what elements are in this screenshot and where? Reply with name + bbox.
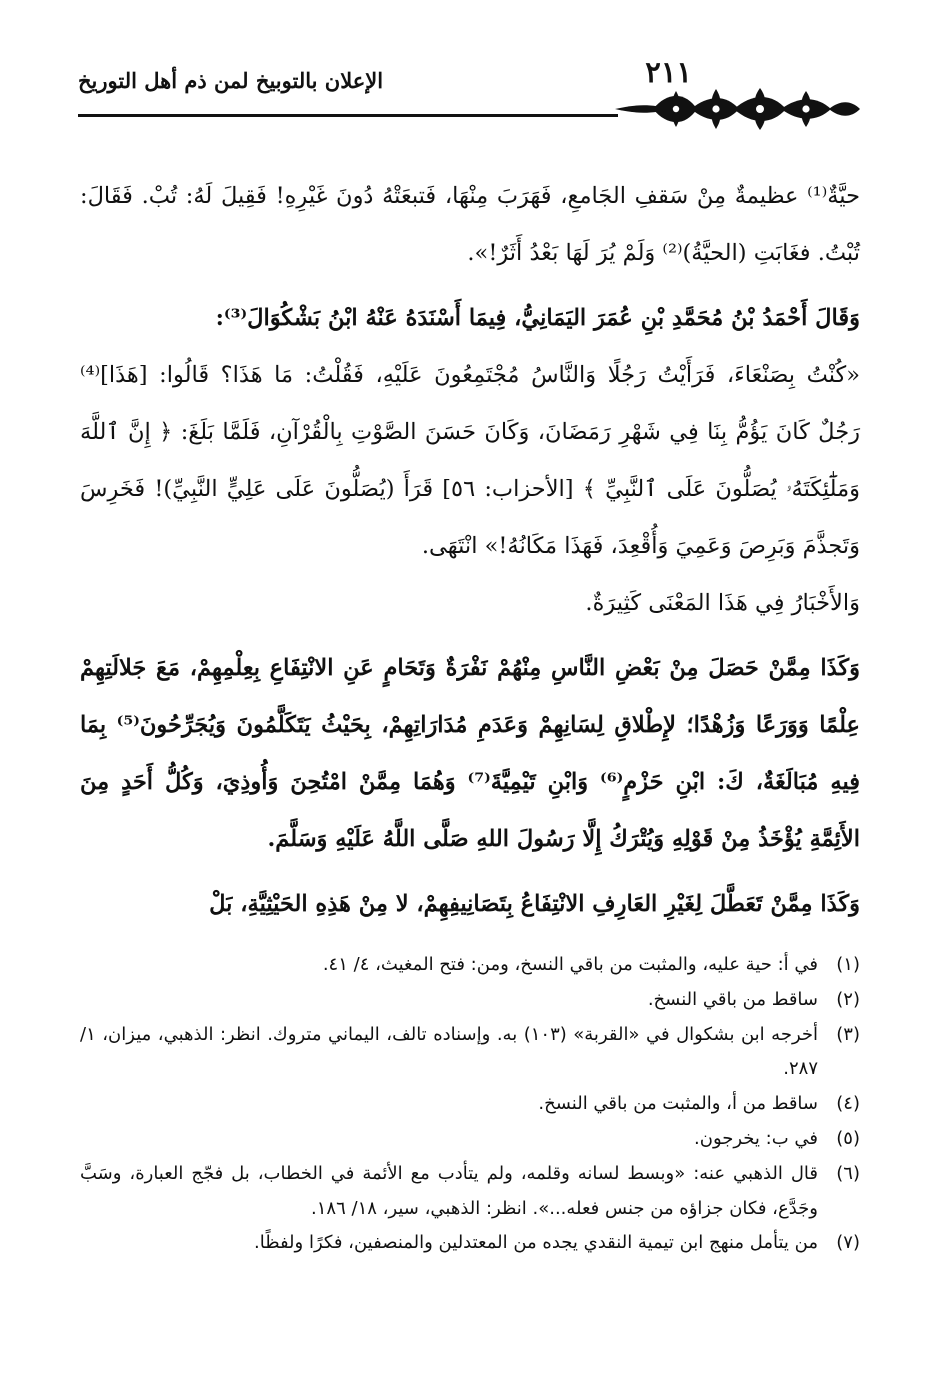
footnote-5	[80, 1122, 860, 1157]
paragraph-spacer	[80, 868, 860, 876]
running-title: الإعلان بالتوبيخ لمن ذم أهل التوريخ	[78, 68, 384, 93]
paragraph-spacer	[80, 632, 860, 640]
footnote-1	[80, 948, 860, 983]
yemeni-narration-heading: وَقَالَ أَحْمَدُ بْنُ مُحَمَّدِ بْنِ عُمَرَ اليَمَانِيُّ، فِيمَا أَسْنَدَهُ عَنْهُ ابْنُ بَشْكُوَالَ⁽³⁾:	[215, 305, 860, 331]
floral-ornament-icon	[615, 86, 860, 132]
sanaa-narration: «كُنْتُ بِصَنْعَاءَ، فَرَأَيْتُ رَجُلًا وَالنَّاسُ مُجْتَمِعُونَ عَلَيْهِ، فَقُلْتُ: مَا هَذَا؟ قَالُوا: [هَذَا]⁽⁴⁾ رَجُلٌ كَانَ يَؤُمُّ بِنَا فِي شَهْرِ رَمَضَانَ، وَكَانَ حَسَنَ الصَّوْتِ بِالْقُرْآنِ، فَلَمَّا بَلَغَ: ﴿ إِنَّ ٱللَّهَ وَمَلَٰٓئِكَتَهُۥ يُصَلُّونَ عَلَى ٱلنَّبِيِّ ﴾ [الأحزاب: ٥٦] قَرَأَ (يُصَلُّونَ عَلَى عَلِيٍّ النَّبِيِّ)! فَخَرِسَ وَتَجذَّمَ وَبَرِصَ وَعَمِيَ وَأُقْعِدَ، فَهَذَا مَكَانُهُ!» انْتَهَى.	[80, 362, 860, 559]
footnotes	[80, 948, 860, 1261]
footnote-3	[80, 1018, 860, 1088]
footnote-number: (٤)	[836, 1093, 860, 1115]
footnote-6	[80, 1157, 860, 1227]
footnote-number: (٦)	[836, 1162, 860, 1184]
footnote-4	[80, 1087, 860, 1122]
footnote-number: (٥)	[836, 1127, 860, 1149]
snake-story-ending: حيَّةٌ⁽¹⁾ عظيمةٌ مِنْ سَقفِ الجَامعِ، فَهَرَبَ مِنْهَا، فَتبعَتْهُ دُونَ غَيْرِهِ! فَقِيلَ لَهُ: تُبْ. فَقَالَ: تُبْتُ. فغَابَتِ (الحيَّةُ)⁽²⁾ وَلَمْ يُرَ لَهَا بَعْدُ أَثَرٌ!».	[80, 183, 860, 266]
footnote-text: أخرجه ابن بشكوال في «القربة» (١٠٣) به. وإسناده تالف، اليماني متروك. انظر: الذهبي، ميزان، ١/ ٢٨٧.	[80, 1023, 818, 1080]
main-text	[80, 168, 860, 933]
footnote-text: من يتأمل منهج ابن تيمية النقدي يجده من المعتدلين والمنصفين، فكرًا ولفظًا.	[253, 1232, 818, 1254]
footnote-text: ساقط من أ، والمثبت من باقي النسخ.	[538, 1093, 818, 1115]
footnote-rule	[615, 930, 860, 932]
footnote-text: ساقط من باقي النسخ.	[647, 988, 818, 1010]
scholars-paragraph: وَكَذَا مِمَّنْ حَصَلَ مِنْ بَعْضِ النَّاسِ مِنْهُمْ نَفْرَةٌ وَتَحَامٍ عَنِ الانْتِفَاعِ بِعِلْمِهِمْ، مَعَ جَلالَتِهِمْ عِلْمًا وَوَرَعًا وَزُهْدًا؛ لإِطْلاقِ لِسَانِهِمْ وَعَدَمِ مُدَارَاتِهِمْ، بِحَيْثُ يَتَكَلَّمُونَ وَيُجَرِّحُونَ⁽⁵⁾ بِمَا فِيهِ مُبَالَغَةٌ، كَ: ابْنِ حَزْمٍ⁽⁶⁾ وَابْنِ تَيْمِيَّةَ⁽⁷⁾ وَهُمَا مِمَّنْ امْتُحِنَ وَأُوذِيَ، وَكُلُّ أَحَدٍ مِنَ الأَئِمَّةِ يُؤْخَذُ مِنْ قَوْلِهِ وَيُتْرَكُ إِلَّا رَسُولَ اللهِ صَلَّى اللَّهُ عَلَيْهِ وَسَلَّمَ.	[80, 655, 860, 852]
footnote-text: في أ: حية عليه، والمثبت من باقي النسخ، ومن: فتح المغيث، ٤/ ٤١.	[322, 954, 818, 975]
paragraph-spacer	[80, 282, 860, 290]
header-rule	[78, 114, 618, 117]
footnote-number: (٢)	[836, 988, 860, 1010]
footnote-7	[80, 1226, 860, 1261]
footnote-text: قال الذهبي عنه: «وبسط لسانه وقلمه، ولم يتأدب مع الأئمة في الخطاب، بل فجّج العبارة، وسَبَّ وجَدَّع، فكان جزاؤه من جنس فعله...». انظر: الذهبي، سير، ١٨/ ١٨٦.	[80, 1162, 818, 1219]
footnote-2	[80, 983, 860, 1018]
footnote-number: (١)	[836, 954, 860, 975]
footnote-number: (٣)	[836, 1023, 860, 1045]
final-incomplete-paragraph: وَكَذَا مِمَّنْ تَعَطَّلَ لِغَيْرِ العَارِفِ الانْتِفَاعُ بِتَصَانِيفِهِمْ، لا مِنْ هَذِهِ الحَيْثِيَّةِ، بَلْ	[209, 891, 860, 917]
footnote-number: (٧)	[836, 1232, 860, 1254]
page-number: ٢١١	[645, 55, 692, 89]
footnote-text: في ب: يخرجون.	[694, 1127, 818, 1149]
many-reports-sentence: وَالأَخْبَارُ فِي هَذَا المَعْنَى كَثِيرَةٌ.	[585, 590, 860, 616]
